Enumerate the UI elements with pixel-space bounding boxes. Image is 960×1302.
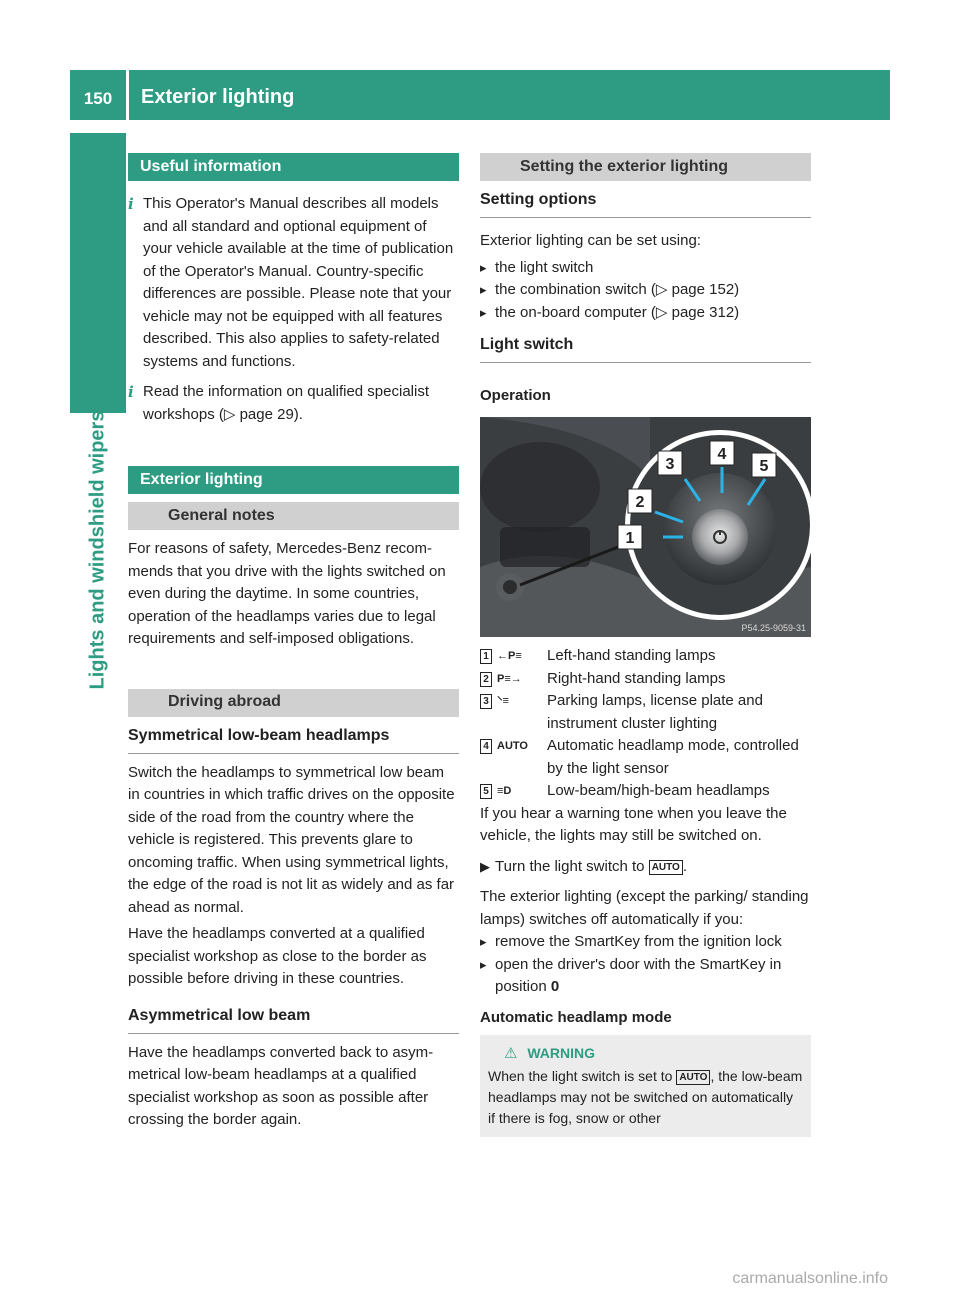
section-driving-abroad: Driving abroad <box>128 689 459 717</box>
heading-asymmetrical-low-beam: Asymmetrical low beam <box>128 1005 459 1034</box>
heading-setting-options: Setting options <box>480 189 811 218</box>
callout-label-1: 1 <box>625 530 635 547</box>
section-useful-information: Useful information <box>128 153 459 181</box>
warning-text-post: , the low-beam headlamps may not be switched on automatically if there is fog, snow or other <box>488 1067 803 1126</box>
header-separator <box>126 70 129 120</box>
parking-lamp-icon: ⸌≡ <box>497 695 509 707</box>
warning-title: WARNING <box>527 1044 596 1061</box>
info-icon: i <box>128 383 134 401</box>
legend-number: 1 <box>480 649 492 664</box>
warning-triangle-icon: ⚠ <box>504 1044 518 1062</box>
right-column <box>480 153 811 1137</box>
auto-off-text: The exterior lighting (except the parking/ standing lamps) switches off automatically if you: <box>480 888 809 928</box>
position-value: 0 <box>550 978 560 995</box>
left-column <box>128 153 459 1132</box>
symmetrical-text-1: Switch the headlamps to symmetrical low beam in countries in which traffic drives on the opposite side of the road from the country where the vehicle is registered. This prevents glare to oncoming traffic. When using symmetrical lights, the edge of the road is not lit as widely and as far ahead as normal. <box>128 763 455 916</box>
list-item: ▸ the on-board computer (▷ page 312) <box>480 302 811 325</box>
heading-operation: Operation <box>480 387 551 404</box>
section-setting-exterior-lighting: Setting the exterior lighting <box>480 153 811 181</box>
setting-intro: Exterior lighting can be set using: <box>480 232 701 249</box>
callout-1 <box>618 525 642 549</box>
heading-automatic-headlamp-mode: Automatic headlamp mode <box>480 1008 672 1026</box>
action-text: Turn the light switch to <box>495 857 645 875</box>
info-note-workshops-text: Read the information on qualified specialist workshops (▷ page 29). <box>143 383 430 423</box>
legend-text: Automatic headlamp mode, controlled by the light sensor <box>547 737 799 777</box>
list-item: ▸ the light switch <box>480 257 811 280</box>
heading-light-switch: Light switch <box>480 334 811 363</box>
callout-4 <box>710 441 734 465</box>
legend-item-4 <box>480 735 811 780</box>
list-item: ▸ remove the SmartKey from the ignition lock <box>480 931 811 954</box>
photo-code: P54.25-9059-31 <box>741 623 806 633</box>
warning-text <box>488 1066 803 1129</box>
page-number: 150 <box>83 89 113 108</box>
page-title: Exterior lighting <box>141 85 295 108</box>
list-item <box>480 954 811 999</box>
asymmetrical-text: Have the headlamps converted back to asymmetrical low-beam headlamps at a qualified specialist workshop as soon as possible after crossing the border again. <box>128 1043 434 1128</box>
side-tab <box>70 410 126 690</box>
callout-2 <box>628 489 652 513</box>
legend-text: Parking lamps, license plate and instrument cluster lighting <box>547 692 763 732</box>
left-standing-lamp-icon: ←P≡ <box>497 650 522 662</box>
side-tab-marker <box>70 133 126 413</box>
info-note-models <box>128 193 459 373</box>
legend-item-5 <box>480 780 811 803</box>
legend-number: 5 <box>480 784 492 799</box>
action-step <box>480 856 811 879</box>
auto-mode-icon: AUTO <box>676 1070 710 1085</box>
setting-options-list <box>480 257 811 325</box>
list-item: ▸ the combination switch (▷ page 152) <box>480 279 811 302</box>
callout-3 <box>658 451 682 475</box>
legend-text: Right-hand standing lamps <box>547 669 726 687</box>
light-switch-photo <box>480 417 811 637</box>
low-beam-icon: ≡D <box>497 785 512 797</box>
auto-mode-icon: AUTO <box>497 740 528 752</box>
callout-label-3: 3 <box>665 456 675 473</box>
legend-item-1 <box>480 645 811 668</box>
action-period: . <box>682 857 688 875</box>
auto-off-list <box>480 931 811 999</box>
section-exterior-lighting: Exterior lighting <box>128 466 459 494</box>
light-switch-illustration <box>480 417 811 637</box>
warning-tone-text: If you hear a warning tone when you leave the vehicle, the lights may still be switched on. <box>480 804 787 844</box>
legend-number: 3 <box>480 694 492 709</box>
info-icon: i <box>128 195 134 213</box>
info-note-workshops <box>128 381 459 426</box>
right-standing-lamp-icon: P≡→ <box>497 672 522 685</box>
auto-mode-icon: AUTO <box>649 860 683 875</box>
callout-label-2: 2 <box>635 494 645 511</box>
callout-5 <box>752 453 776 477</box>
legend-number: 4 <box>480 739 492 754</box>
legend-item-3 <box>480 690 811 735</box>
legend-item-2 <box>480 668 811 691</box>
section-general-notes: General notes <box>128 502 459 530</box>
callout-label-5: 5 <box>759 458 769 475</box>
footer-watermark: carmanualsonline.info <box>732 1270 888 1287</box>
list-item-text: open the driver's door with the SmartKey in position <box>495 955 782 995</box>
legend-text: Left-hand standing lamps <box>547 647 716 664</box>
general-notes-text: For reasons of safety, Mercedes-Benz recommends that you drive with the lights switched on even during the daytime. In some countries, operation of the headlamps varies due to legal requirements and self-imposed obligations. <box>128 540 446 647</box>
callout-label-4: 4 <box>717 446 727 463</box>
legend-number: 2 <box>480 672 492 687</box>
info-note-models-text: This Operator's Manual describes all models and all standard and optional equipment of your vehicle available at the time of publication of the Operator's Manual. Country-specific differences are possible. Please note that your vehicle may not be equipped with all features described. This also applies to safety-related systems and functions. <box>143 195 454 370</box>
side-tab-label: Lights and windshield wipers <box>86 410 109 690</box>
heading-symmetrical-low-beam: Symmetrical low-beam headlamps <box>128 725 459 754</box>
symmetrical-text-2: Have the headlamps converted at a qualified specialist workshop as close to the border as possible before driving in these countries. <box>128 925 427 987</box>
warning-box <box>480 1035 811 1137</box>
legend-text: Low-beam/high-beam headlamps <box>547 782 770 799</box>
action-arrow-icon: ▶ <box>480 858 490 874</box>
warning-text-pre: When the light switch is set to <box>488 1067 673 1084</box>
